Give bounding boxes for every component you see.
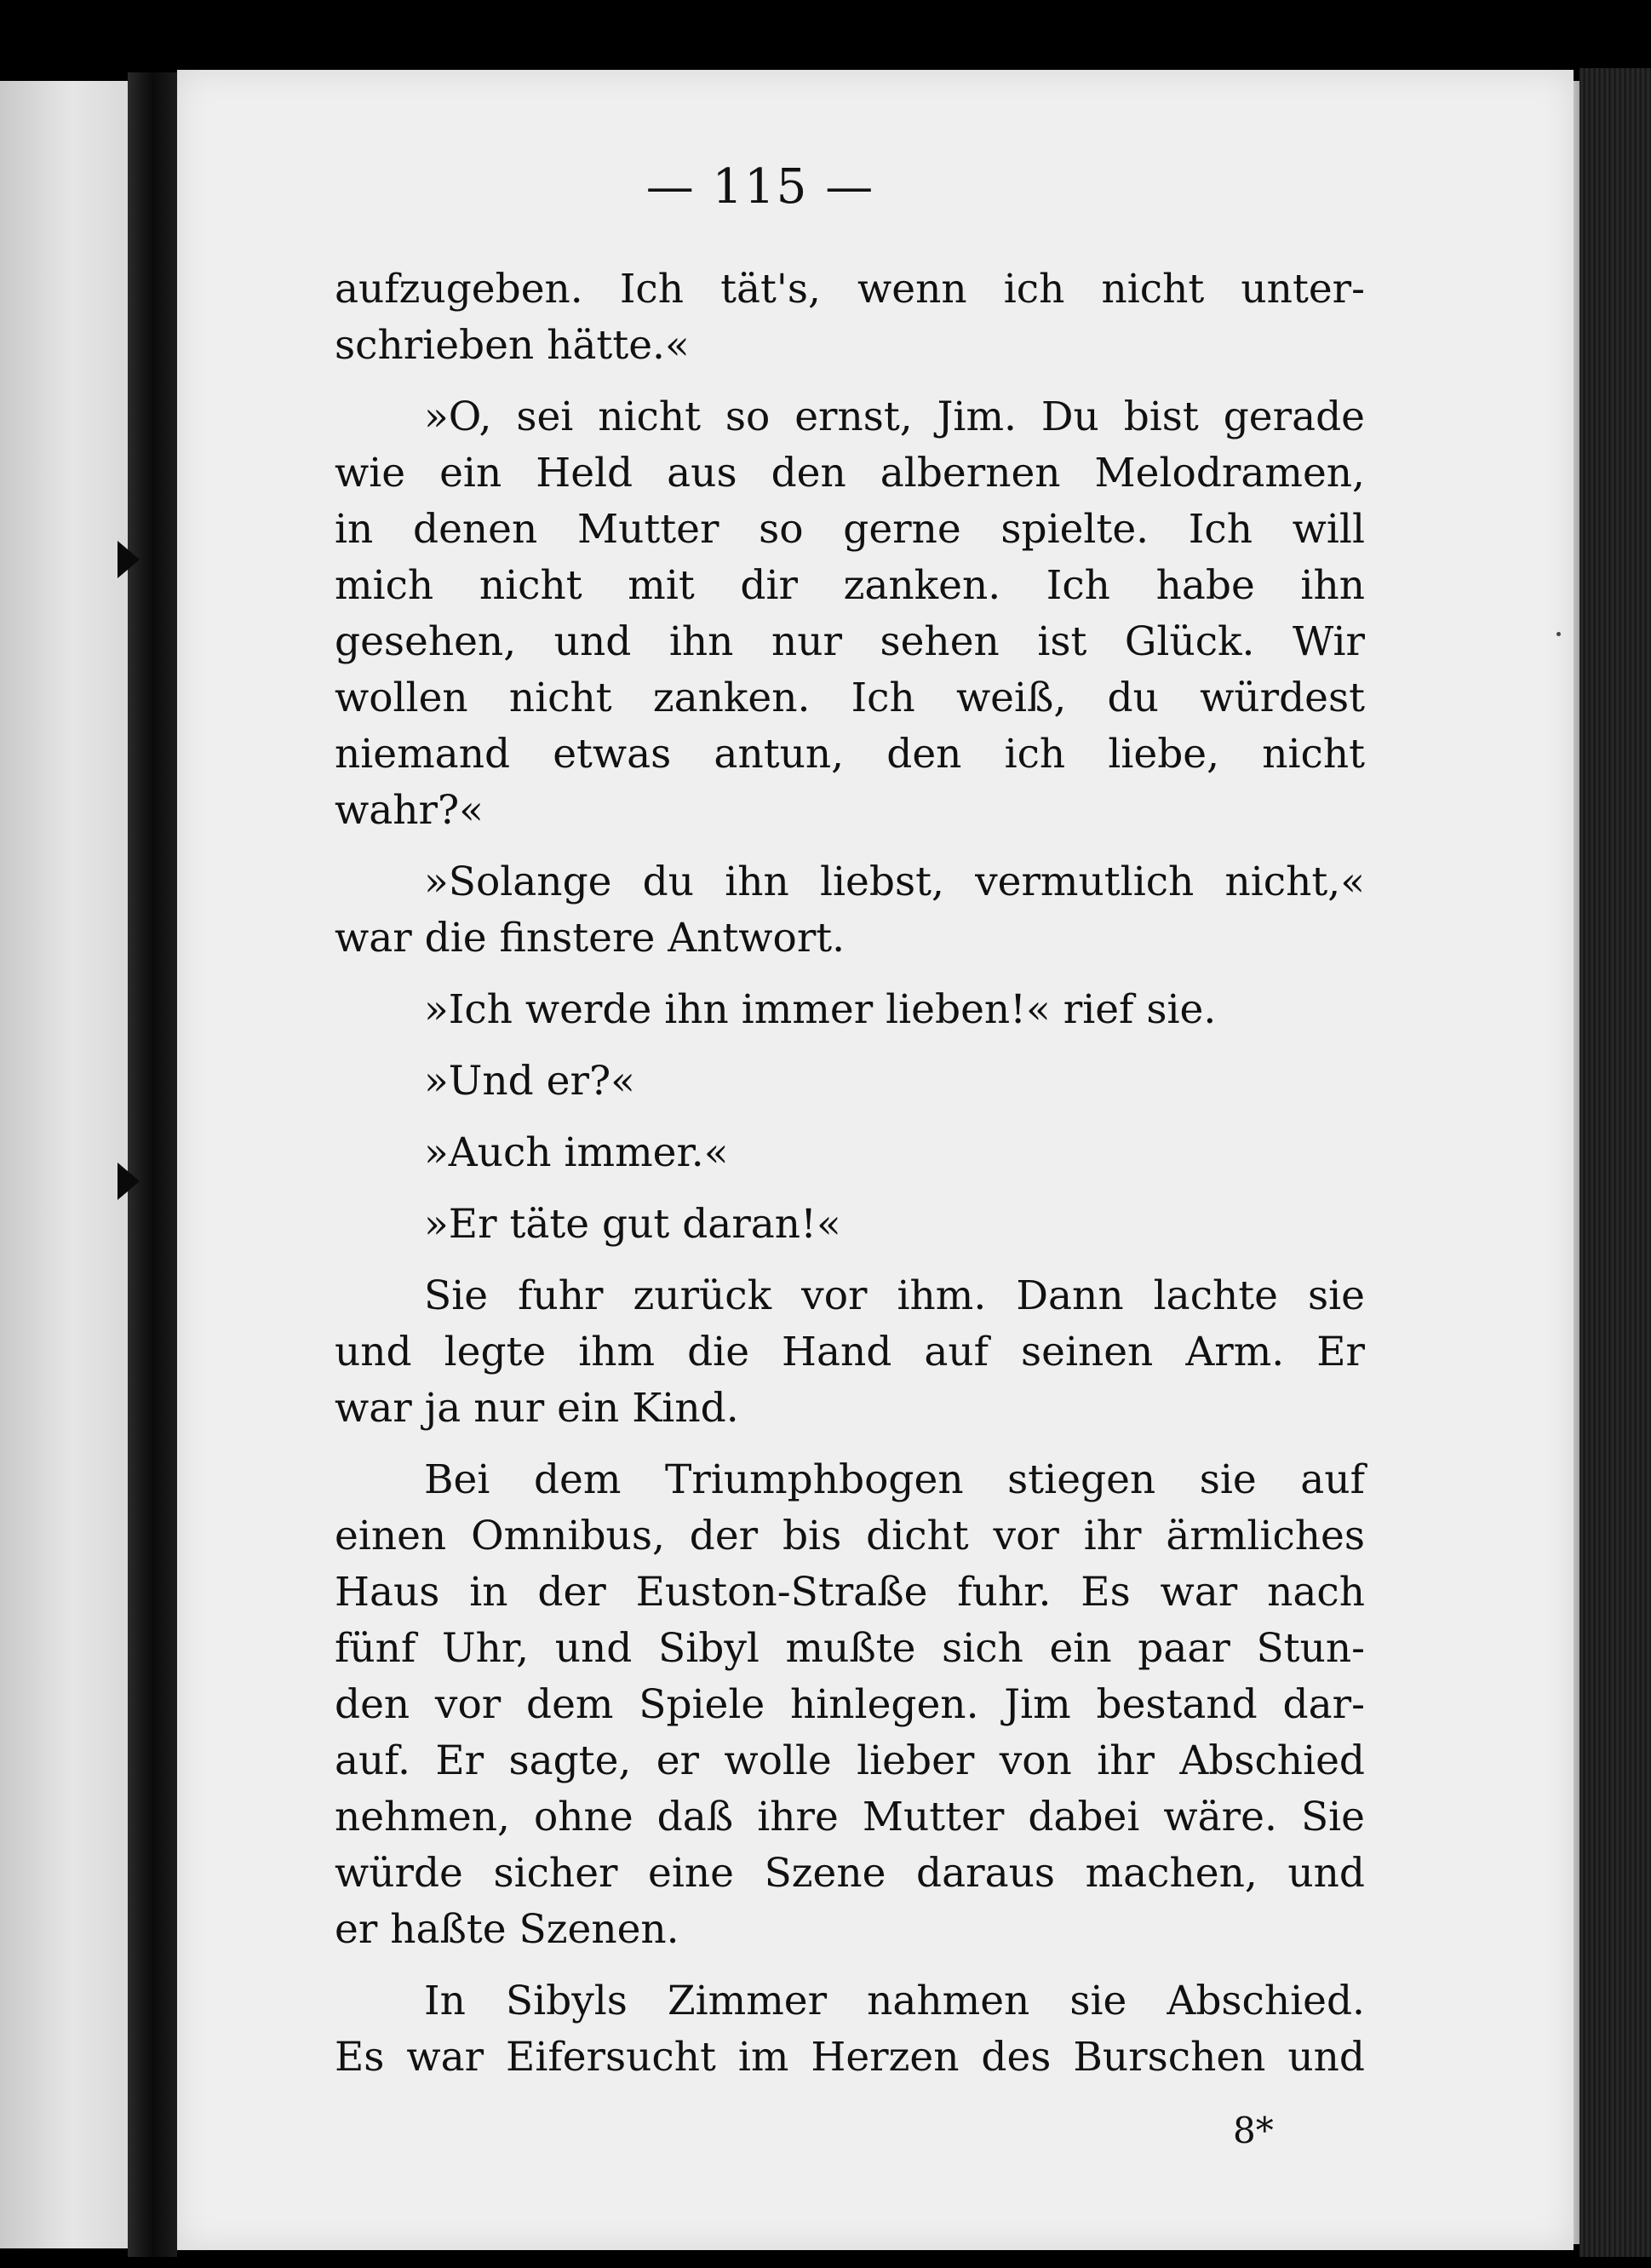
text-line: Haus in der Euston-Straße fuhr. Es war nach <box>335 1569 1365 1616</box>
text-line: »Auch immer.« <box>424 1129 729 1176</box>
paragraph-gap <box>335 1181 1365 1197</box>
paragraph-gap <box>335 1958 1365 1973</box>
text-line: gesehen, und ihn nur sehen ist Glück. Wir <box>335 618 1365 665</box>
text-line: wahr?« <box>335 787 484 834</box>
binding-notch <box>118 1163 140 1200</box>
book-page <box>177 70 1574 2250</box>
text-line: »Ich werde ihn immer lieben!« rief sie. <box>424 986 1217 1033</box>
text-line: »Und er?« <box>424 1058 635 1105</box>
text-line: war ja nur ein Kind. <box>335 1385 739 1432</box>
paragraph-gap <box>335 967 1365 982</box>
text-line: »Solange du ihn liebst, vermutlich nicht,« <box>424 858 1365 905</box>
text-line: wollen nicht zanken. Ich weiß, du würdest <box>335 675 1365 721</box>
paragraph-gap <box>335 374 1365 389</box>
text-line: niemand etwas antun, den ich liebe, nicht <box>335 731 1365 778</box>
text-line: Bei dem Triumphbogen stiegen sie auf <box>424 1456 1365 1503</box>
text-line: In Sibyls Zimmer nahmen sie Abschied. <box>424 1978 1365 2024</box>
signature-mark: 8* <box>1233 2110 1274 2151</box>
text-line: nehmen, ohne daß ihre Mutter dabei wäre. Sie <box>335 1794 1365 1840</box>
text-line: in denen Mutter so gerne spielte. Ich will <box>335 506 1365 553</box>
text-line: Sie fuhr zurück vor ihm. Dann lachte sie <box>424 1272 1365 1319</box>
paragraph-gap <box>335 1253 1365 1268</box>
paragraph-gap <box>335 839 1365 854</box>
page-text <box>335 261 1365 2086</box>
paragraph-gap <box>335 1437 1365 1452</box>
paper-speck <box>1556 632 1561 636</box>
text-line: wie ein Held aus den albernen Melodramen, <box>335 450 1365 497</box>
book-binding <box>128 72 177 2257</box>
page-number: — 115 — <box>645 159 875 215</box>
text-line: »Er täte gut daran!« <box>424 1201 841 1248</box>
book-cover-edge <box>1579 68 1651 2257</box>
text-line: mich nicht mit dir zanken. Ich habe ihn <box>335 562 1365 609</box>
facing-page-edge <box>0 81 132 2248</box>
text-line: einen Omnibus, der bis dicht vor ihr ärmliches <box>335 1513 1365 1559</box>
text-line: war die finstere Antwort. <box>335 915 846 962</box>
paragraph-gap <box>335 1110 1365 1125</box>
text-line: und legte ihm die Hand auf seinen Arm. Er <box>335 1329 1365 1375</box>
text-line: fünf Uhr, und Sibyl mußte sich ein paar Stun- <box>335 1625 1365 1672</box>
text-line: den vor dem Spiele hinlegen. Jim bestand dar- <box>335 1681 1365 1728</box>
text-line: »O, sei nicht so ernst, Jim. Du bist gerade <box>424 393 1365 440</box>
text-line: auf. Er sagte, er wolle lieber von ihr Abschied <box>335 1737 1365 1784</box>
text-line: schrieben hätte.« <box>335 322 690 369</box>
text-line: Es war Eifersucht im Herzen des Burschen und <box>335 2034 1365 2081</box>
text-line: er haßte Szenen. <box>335 1906 679 1953</box>
paragraph-gap <box>335 1038 1365 1054</box>
text-line: aufzugeben. Ich tät's, wenn ich nicht unter- <box>335 266 1365 313</box>
binding-notch <box>118 541 140 578</box>
text-line: würde sicher eine Szene daraus machen, und <box>335 1850 1365 1897</box>
